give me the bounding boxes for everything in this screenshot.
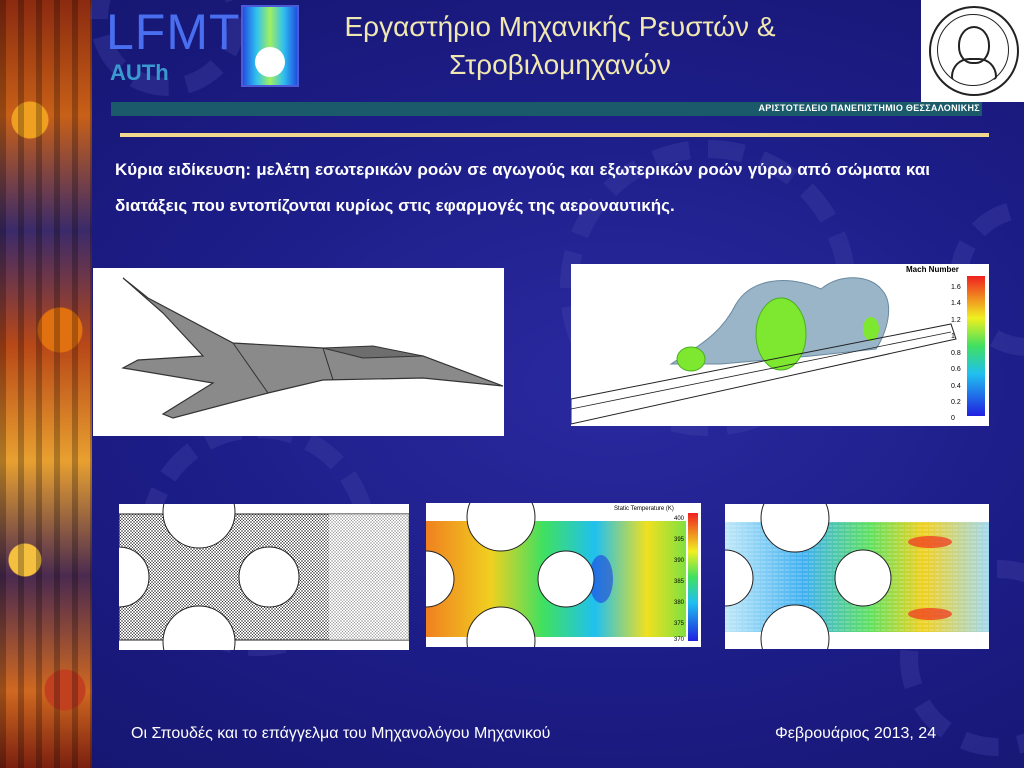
lab-logo-sub: AUTh (110, 60, 169, 85)
mach-tick: 1.2 (951, 317, 961, 324)
aircraft-model-image (93, 268, 504, 436)
decorative-gear-strip (0, 0, 92, 768)
mach-number-image (571, 264, 989, 426)
title-line-2: Στροβιλομηχανών (449, 49, 671, 80)
temp-legend-title: Static Temperature (K) (614, 506, 674, 512)
temp-tick: 395 (674, 537, 685, 543)
mach-tick: 0.4 (951, 383, 961, 390)
temp-tick: 375 (674, 621, 685, 627)
mach-tick: 1.4 (951, 300, 961, 307)
mach-legend-title: Mach Number (906, 265, 959, 274)
temp-tick: 370 (674, 637, 685, 643)
lab-logo: LFMT (106, 4, 241, 60)
temp-tick: 400 (674, 516, 685, 522)
mach-tick: 1.6 (951, 284, 961, 291)
mach-tick: 0.8 (951, 350, 961, 357)
temp-tick: 385 (674, 579, 685, 585)
footer-course-title: Οι Σπουδές και το επάγγελμα του Μηχανολόγου Μηχανικού (131, 725, 551, 742)
temperature-contour-image (426, 503, 701, 647)
university-name: ΑΡΙΣΤΟΤΕΛΕΙΟ ΠΑΝΕΠΙΣΤΗΜΙΟ ΘΕΣΣΑΛΟΝΙΚΗΣ (758, 103, 980, 113)
mach-tick: 0 (951, 415, 955, 422)
title-line-1: Εργαστήριο Μηχανικής Ρευστών & (344, 11, 776, 42)
mach-tick: 0.6 (951, 366, 961, 373)
description-paragraph: Κύρια ειδίκευση: μελέτη εσωτερικών ροών σε αγωγούς και εξωτερικών ροών γύρω από σώματα και διατάξεις που εντοπίζονται κυρίως στις εφαρμογές της αεροναυτικής. (115, 160, 930, 215)
footer-date-page: Φεβρουάριος 2013, 24 (775, 725, 937, 742)
slide-title (290, 8, 830, 84)
mesh-image (119, 504, 409, 650)
mach-tick: 1 (951, 333, 955, 340)
mach-tick: 0.2 (951, 399, 961, 406)
university-seal-icon (921, 0, 1024, 102)
velocity-vector-image (725, 504, 989, 649)
divider (120, 133, 989, 137)
temp-tick: 380 (674, 600, 685, 606)
temp-tick: 390 (674, 558, 685, 564)
